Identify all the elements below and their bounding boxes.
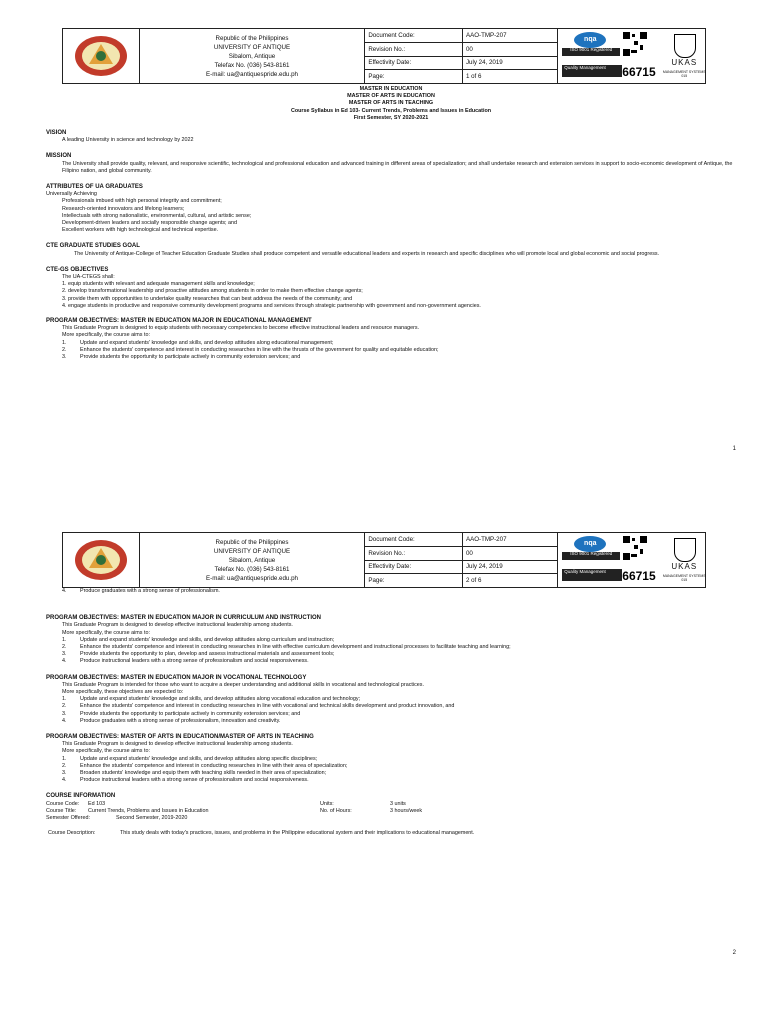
- revision-value: 00: [462, 42, 557, 56]
- course-description-label: Course Description:: [48, 830, 96, 837]
- objectives-heading: CTE-GS OBJECTIVES: [46, 266, 109, 273]
- doc-code-label: Document Code:: [365, 533, 463, 547]
- objective-item: 4. engage students in productive and responsive community development programs and services through strategic partnership with government and non-government agencies.: [62, 302, 481, 309]
- page-value: 2 of 6: [462, 574, 557, 588]
- ma-item: 2. Enhance the students' competence and interest in conducting researches in line with their area of specialization;: [62, 762, 348, 769]
- qr-code-icon: [622, 535, 648, 561]
- goal-heading: CTE GRADUATE STUDIES GOAL: [46, 243, 140, 250]
- course-info-row: [46, 808, 736, 815]
- objective-item: 1. equip students with relevant and adequate management skills and knowledge;: [62, 281, 255, 288]
- page-label: Page:: [365, 574, 463, 588]
- crown-icon: [674, 34, 696, 58]
- ci-item: 2. Enhance the students' competence and interest in conducting researches in line with effective curriculum development and instructional processes to facilitate teaching and learning;: [62, 644, 511, 651]
- qr-code-icon: [622, 31, 648, 57]
- vt-item: 2. Enhance the students' competence and interest in conducting researches in line with vocational and technical skills development and product innovation, and: [62, 703, 455, 710]
- nqa-logo: nqa ISO 9001 Registered: [562, 536, 620, 560]
- certification-cell: [558, 29, 706, 84]
- program-title: MASTER OF ARTS IN TEACHING: [348, 100, 434, 107]
- document-header: [62, 28, 706, 84]
- doc-code-value: AAO-TMP-207: [462, 29, 557, 43]
- page-2: [0, 504, 768, 1016]
- nqa-logo: nqa ISO 9001 Registered: [562, 32, 620, 56]
- ci-item: 1. Update and expand students' knowledge and skills, and develop attitudes along curriculum and instruction;: [62, 636, 335, 643]
- ci-item: 3. Provide students the opportunity to plan, develop and assess instructional materials and assessment tools;: [62, 651, 335, 658]
- em-intro: This Graduate Program is designed to equip students with necessary competencies to become effective instructional leaders and resource managers.: [62, 325, 420, 332]
- ukas-logo: UKAS MANAGEMENT SYSTEMS 015: [662, 536, 706, 584]
- hours-label: No. of Hours:: [320, 807, 352, 814]
- course-code-label: Course Code:: [46, 800, 80, 807]
- vt-item: 1. Update and expand students' knowledge and skills, and develop attitudes along vocational education and technology;: [62, 696, 361, 703]
- ma-item: 3. Broaden students' knowledge and equip them with teaching skills needed in their area of specialization;: [62, 770, 327, 777]
- hours-value: 3 hours/week: [390, 807, 423, 814]
- page-label: Page:: [365, 70, 463, 84]
- university-seal-cell: [63, 533, 140, 588]
- em-intro-2: More specifically, the course aims to:: [62, 332, 150, 339]
- ci-intro-2: More specifically, the course aims to:: [62, 629, 150, 636]
- units-value: 3 units: [390, 800, 406, 807]
- ma-intro: This Graduate Program is designed to develop effective instructional leadership among students.: [62, 741, 293, 748]
- em-item: 1. Update and expand students' knowledge and skills, and develop attitudes along educational management;: [62, 339, 334, 346]
- attribute-item: Excellent workers with high technological and technical expertise.: [62, 227, 219, 234]
- doc-code-label: Document Code:: [365, 29, 463, 43]
- university-seal-cell: [63, 29, 140, 84]
- vt-item: 3. Provide students the opportunity to participate actively in community extension services; and: [62, 710, 301, 717]
- objective-item: 2. develop transformational leadership and proactive attitudes among students in order to make them effective change agents;: [62, 288, 363, 295]
- address-line: E-mail: ua@antiquespride.edu.ph: [206, 574, 298, 582]
- course-info-row: [46, 815, 736, 822]
- page-number: 2: [732, 950, 736, 956]
- units-label: Units:: [320, 800, 334, 807]
- address-line: Telefax No. (036) 543-8161: [214, 61, 290, 69]
- quality-management-label: Quality Management: [562, 65, 622, 77]
- ma-intro-2: More specifically, the course aims to:: [62, 748, 150, 755]
- em-item: 4. Produce graduates with a strong sense of professionalism.: [62, 588, 220, 594]
- semester-value: Second Semester, 2019-2020: [116, 815, 188, 822]
- semester-title: First Semester, SY 2020-2021: [353, 114, 429, 121]
- ukas-logo: UKAS MANAGEMENT SYSTEMS 015: [662, 32, 706, 80]
- page-number: 1: [732, 446, 736, 452]
- revision-label: Revision No.:: [365, 546, 463, 560]
- address-line: Republic of the Philippines: [215, 34, 289, 42]
- effectivity-value: July 24, 2019: [462, 560, 557, 574]
- address-line: Republic of the Philippines: [215, 538, 289, 546]
- cert-number: 66715: [622, 65, 662, 79]
- address-line: UNIVERSITY OF ANTIQUE: [213, 547, 291, 555]
- objective-item: 3. provide them with opportunities to undertake quality researches that can best address the needs of the community; and: [62, 295, 353, 302]
- attribute-item: Development-driven leaders and socially responsible change agents; and: [62, 220, 238, 227]
- program-title: MASTER OF ARTS IN EDUCATION: [347, 93, 435, 100]
- attribute-item: Professionals imbued with high personal integrity and commitment;: [62, 198, 222, 205]
- em-item: 3. Provide students the opportunity to participate actively in community extension services; and: [62, 354, 301, 361]
- university-seal-logo: [73, 34, 129, 78]
- vt-intro: This Graduate Program is intended for those who want to acquire a deeper understanding and additional skills in vocational and technological practices.: [62, 681, 424, 688]
- cert-number: 66715: [622, 569, 662, 583]
- quality-management-label: Quality Management: [562, 569, 622, 581]
- revision-value: 00: [462, 546, 557, 560]
- attribute-item: Intellectuals with strong nationalistic, environmental, cultural, and artistic sense;: [62, 212, 252, 219]
- university-seal-logo: [73, 538, 129, 582]
- address-line: E-mail: ua@antiquespride.edu.ph: [206, 70, 298, 78]
- effectivity-label: Effectivity Date:: [365, 56, 463, 70]
- certification-cell: [558, 533, 706, 588]
- address-line: Sibalom, Antique: [228, 556, 276, 564]
- semester-label: Semester Offered:: [46, 815, 90, 822]
- ma-item: 1. Update and expand students' knowledge and skills, and develop attitudes along specific disciplines;: [62, 755, 318, 762]
- vision-text: A leading University in science and technology by 2022: [62, 137, 194, 144]
- vision-heading: VISION: [46, 130, 67, 137]
- course-title-label: Course Title:: [46, 807, 77, 814]
- address-line: Sibalom, Antique: [228, 52, 276, 60]
- attribute-item: Research-oriented innovators and lifelong learners;: [62, 205, 185, 212]
- goal-text: The University of Antique-College of Teacher Education Graduate Studies shall produce competent and versatile educational leaders and experts in research and specific disciplines who will promote local and global economic and social progress.: [74, 250, 660, 257]
- course-description-row: [46, 830, 736, 837]
- document-header: [62, 532, 706, 588]
- course-info-heading: COURSE INFORMATION: [46, 793, 116, 800]
- syllabus-title: Course Syllabus in Ed 103- Current Trends, Problems and Issues in Education: [290, 107, 492, 114]
- course-code-value: Ed 103: [88, 800, 106, 807]
- vt-intro-2: More specifically, these objectives are expected to:: [62, 689, 184, 696]
- page-1-body: [46, 86, 736, 361]
- program-title: MASTER IN EDUCATION: [359, 86, 423, 92]
- address-line: UNIVERSITY OF ANTIQUE: [213, 43, 291, 51]
- em-item: 2. Enhance the students' competence and interest in conducting researches in line with the thrusts of the government for quality and equitable education;: [62, 346, 439, 353]
- doc-code-value: AAO-TMP-207: [462, 533, 557, 547]
- page-value: 1 of 6: [462, 70, 557, 84]
- ma-item: 4. Produce instructional leaders with a strong sense of professionalism and social responsiveness.: [62, 777, 309, 784]
- ci-intro: This Graduate Program is designed to develop effective instructional leadership among students.: [62, 622, 293, 629]
- attributes-heading: ATTRIBUTES OF UA GRADUATES: [46, 184, 143, 191]
- em-objectives-heading: PROGRAM OBJECTIVES: MASTER IN EDUCATION MAJOR IN EDUCATIONAL MANAGEMENT: [46, 318, 312, 325]
- effectivity-value: July 24, 2019: [462, 56, 557, 70]
- revision-label: Revision No.:: [365, 42, 463, 56]
- course-info-row: [46, 801, 736, 808]
- vt-objectives-heading: PROGRAM OBJECTIVES: MASTER IN EDUCATION MAJOR IN VOCATIONAL TECHNOLOGY: [46, 674, 307, 681]
- university-address: [139, 29, 365, 84]
- course-title-value: Current Trends, Problems and Issues in Education: [88, 807, 209, 814]
- vt-item: 4. Produce graduates with a strong sense of professionalism, innovation and creativity.: [62, 717, 281, 724]
- address-line: Telefax No. (036) 543-8161: [214, 565, 290, 573]
- ma-objectives-heading: PROGRAM OBJECTIVES: MASTER OF ARTS IN EDUCATION/MASTER OF ARTS IN TEACHING: [46, 734, 314, 741]
- course-description-text: This study deals with today's practices, issues, and problems in the Philippine educational system and their implications to educational management.: [120, 830, 475, 837]
- effectivity-label: Effectivity Date:: [365, 560, 463, 574]
- page-2-body: [46, 588, 736, 837]
- mission-heading: MISSION: [46, 153, 72, 160]
- crown-icon: [674, 538, 696, 562]
- university-address: [139, 533, 365, 588]
- ci-objectives-heading: PROGRAM OBJECTIVES: MASTER IN EDUCATION MAJOR IN CURRICULUM AND INSTRUCTION: [46, 615, 322, 622]
- objectives-intro: The UA-CTEGS shall:: [62, 274, 115, 281]
- mission-text: The University shall provide quality, relevant, and responsive scientific, technological and professional education and advanced training in different areas of specialization; and shall undertake research and extension services in support to socio-economic development of Antique, the Filipino nation, and global community.: [62, 160, 733, 174]
- attributes-subheading: Universally Achieving: [46, 191, 97, 198]
- ci-item: 4. Produce instructional leaders with a strong sense of professionalism and social responsiveness.: [62, 658, 309, 665]
